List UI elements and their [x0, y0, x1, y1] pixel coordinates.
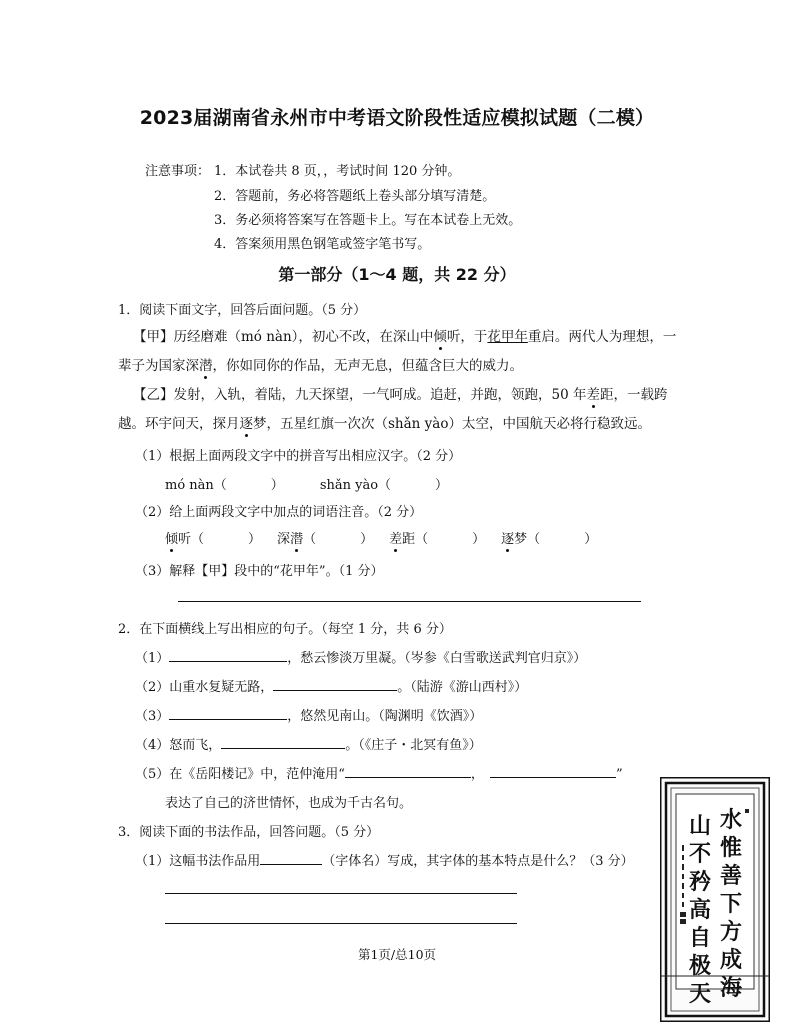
notice-label: 注意事项： — [145, 164, 211, 179]
notice-item: 1．本试卷共 8 页，，考试时间 120 分钟。 — [214, 164, 461, 179]
question-3-stem: 3．阅读下面的书法作品，回答问题。（5 分） — [118, 825, 380, 840]
svg-text:下: 下 — [719, 891, 743, 917]
q2-s3: （3） ，悠然见南山。（陶渊明《饮酒》） — [135, 709, 483, 724]
answer-line[interactable] — [165, 923, 517, 924]
svg-text:不: 不 — [688, 841, 712, 867]
passage-yi-line2: 越。环宇问天，探月逐梦，五星红旗一次次（shǎn yào）太空，中国航天必将行稳致远。 — [118, 416, 651, 432]
q3-sub1: （1）这幅书法作品用 （字体名）写成，其字体的基本特点是什么？（3 分） — [135, 854, 634, 869]
svg-text:方: 方 — [719, 919, 743, 945]
callig-char: 水 — [719, 807, 743, 833]
fill-blank[interactable] — [260, 852, 322, 865]
notice-item: 3．务必须将答案写在答题卡上。写在本试卷上无效。 — [214, 213, 522, 228]
passage-yi-line1: 【乙】发射，入轨，着陆，九天探望，一气呵成。追赶，并跑，领跑，50 年差距，一载跨 — [133, 387, 668, 403]
notice-item: 2．答题前，务必将答题纸上卷头部分填写清楚。 — [214, 189, 496, 204]
calligraphy-image — [660, 777, 770, 1022]
answer-line[interactable] — [178, 601, 641, 602]
passage-jia-line2: 辈子为国家深潜，你如同你的作品，无声无息，但蕴含巨大的威力。 — [118, 358, 523, 374]
svg-text:山: 山 — [688, 813, 712, 839]
section-title: 第一部分（1～4 题，共 22 分） — [278, 265, 516, 284]
page-title: 2023届湖南省永州市中考语文阶段性适应模拟试题（二模） — [139, 107, 655, 129]
q1-sub2-answer: 倾听（ ） 深潜（ ） 差距（ ） 逐梦（ ） — [165, 532, 598, 547]
svg-text:自: 自 — [688, 925, 712, 951]
fill-blank[interactable] — [169, 649, 287, 662]
q2-s5: （5）在《岳阳楼记》中，范仲淹用“ ， ” — [135, 767, 623, 782]
fill-blank[interactable] — [345, 765, 471, 778]
q2-s4: （4）怒而飞， 。（《庄子・北冥有鱼》） — [135, 738, 482, 753]
q1-sub2: （2）给上面两段文字中加点的词语注音。（2 分） — [135, 505, 423, 520]
answer-line[interactable] — [165, 893, 517, 894]
svg-text:天: 天 — [688, 981, 712, 1007]
fill-blank[interactable] — [273, 678, 397, 691]
notice-item: 4．答案须用黑色钢笔或签字笔书写。 — [214, 237, 431, 252]
question-1-stem: 1．阅读下面文字，回答后面问题。（5 分） — [118, 303, 367, 318]
page-number: 第1页/总10页 — [357, 947, 437, 962]
svg-text:善: 善 — [719, 863, 743, 889]
svg-text:矜: 矜 — [688, 869, 712, 895]
fill-blank[interactable] — [169, 707, 287, 720]
svg-text:惟: 惟 — [719, 835, 743, 861]
q2-s1: （1） ，愁云惨淡万里凝。（岑参《白雪歌送武判官归京》） — [135, 651, 587, 666]
q1-sub3: （3）解释【甲】段中的“花甲年”。（1 分） — [135, 564, 384, 579]
svg-text:高: 高 — [688, 897, 712, 923]
svg-text:海: 海 — [719, 975, 743, 1001]
fill-blank[interactable] — [221, 736, 345, 749]
q2-s5-line2: 表达了自己的济世情怀，也成为千古名句。 — [165, 796, 413, 811]
fill-blank[interactable] — [490, 765, 616, 778]
question-2-stem: 2．在下面横线上写出相应的句子。（每空 1 分，共 6 分） — [118, 622, 452, 637]
passage-jia-line1: 【甲】历经磨难（mó nàn），初心不改，在深山中倾听，于花甲年重启。两代人为理想，一 — [133, 329, 677, 345]
svg-text:成: 成 — [719, 947, 743, 973]
svg-text:极: 极 — [688, 953, 712, 979]
q1-sub1-answer: mó nàn（ ） shǎn yào（ ） — [165, 478, 449, 493]
q2-s2: （2）山重水复疑无路， 。（陆游《游山西村》） — [135, 680, 528, 695]
q1-sub1: （1）根据上面两段文字中的拼音写出相应汉字。（2 分） — [135, 449, 462, 464]
